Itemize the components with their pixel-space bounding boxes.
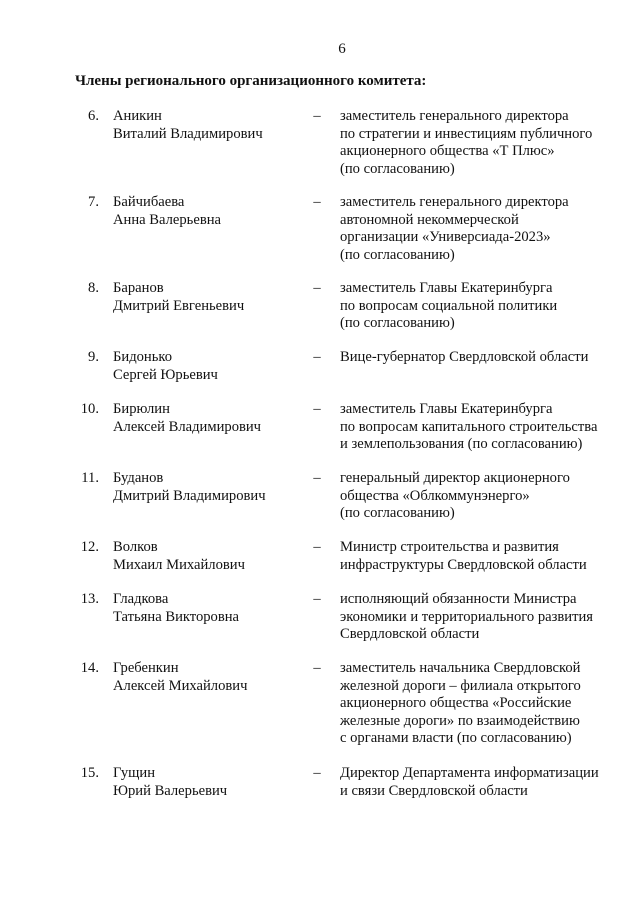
member-name [113, 280, 303, 315]
member-position [340, 401, 630, 454]
member-position-line: и землепользования (по согласованию) [340, 436, 583, 452]
member-name [113, 401, 303, 436]
member-position [340, 194, 630, 264]
member-surname: Аникин [113, 108, 162, 124]
member-surname: Баранов [113, 280, 164, 296]
member-position [340, 280, 630, 333]
member-number: 12. [80, 539, 99, 555]
member-given-names: Дмитрий Владимирович [113, 487, 266, 504]
member-dash: – [313, 470, 321, 486]
member-position [340, 591, 630, 644]
member-given-names: Татьяна Викторовна [113, 608, 240, 625]
member-position-line: акционерного общества «Т Плюс» [340, 143, 555, 159]
member-name [113, 765, 303, 800]
member-position [340, 349, 630, 367]
member-number: 8. [88, 280, 99, 296]
member-position-line: (по согласованию) [340, 160, 455, 177]
member-name [113, 591, 303, 626]
member-surname: Бирюлин [113, 401, 170, 417]
member-position-line: организации «Универсиада-2023» [340, 229, 551, 245]
member-dash: – [313, 591, 321, 607]
member-name [113, 660, 303, 695]
member-position-line: Вице-губернатор Свердловской области [340, 349, 589, 365]
member-name [113, 539, 303, 574]
member-name [113, 194, 303, 229]
member-dash: – [313, 349, 321, 365]
member-number: 10. [80, 401, 99, 417]
member-number: 15. [80, 765, 99, 781]
member-surname: Гущин [113, 765, 156, 781]
member-position-line: заместитель Главы Екатеринбурга [340, 401, 553, 417]
member-position-line: железные дороги» по взаимодействию [340, 712, 580, 729]
member-position-line: акционерного общества «Российские [340, 695, 572, 711]
member-number: 7. [88, 194, 99, 210]
member-given-names: Анна Валерьевна [113, 211, 221, 228]
member-dash: – [313, 660, 321, 676]
member-number: 14. [80, 660, 99, 676]
member-dash: – [313, 401, 321, 417]
member-surname: Буданов [113, 470, 164, 486]
member-surname: Байчибаева [113, 194, 185, 210]
member-given-names: Михаил Михайлович [113, 556, 245, 573]
member-number: 9. [88, 349, 99, 365]
member-dash: – [313, 539, 321, 555]
member-name [113, 349, 303, 384]
member-given-names: Алексей Владимирович [113, 418, 262, 435]
member-position-line: Директор Департамента информатизации [340, 765, 599, 781]
member-position-line: (по согласованию) [340, 246, 455, 263]
member-dash: – [313, 280, 321, 296]
member-surname: Волков [113, 539, 158, 555]
member-position-line: с органами власти (по согласованию) [340, 730, 572, 746]
member-position-line: по стратегии и инвестициям публичного [340, 125, 593, 142]
member-position-line: инфраструктуры Свердловской области [340, 556, 587, 573]
member-position-line: автономной некоммерческой [340, 211, 519, 228]
member-position [340, 108, 630, 178]
member-number: 13. [80, 591, 99, 607]
member-position [340, 539, 630, 574]
member-dash: – [313, 765, 321, 781]
member-given-names: Юрий Валерьевич [113, 782, 228, 799]
member-position [340, 660, 630, 748]
member-number: 6. [88, 108, 99, 124]
member-name [113, 108, 303, 143]
member-position-line: Свердловской области [340, 626, 480, 642]
member-surname: Гладкова [113, 591, 169, 607]
member-position-line: и связи Свердловской области [340, 782, 528, 799]
member-position-line: заместитель генерального директора [340, 108, 569, 124]
member-position-line: заместитель начальника Свердловской [340, 660, 581, 676]
member-surname: Гребенкин [113, 660, 179, 676]
member-position [340, 470, 630, 523]
member-given-names: Алексей Михайлович [113, 677, 248, 694]
member-dash: – [313, 194, 321, 210]
member-given-names: Виталий Владимирович [113, 125, 263, 142]
member-position-line: (по согласованию) [340, 505, 455, 521]
member-position-line: экономики и территориального развития [340, 608, 593, 625]
member-surname: Бидонько [113, 349, 173, 365]
member-number: 11. [81, 470, 99, 486]
member-position-line: заместитель Главы Екатеринбурга [340, 280, 553, 296]
page-number: 6 [338, 41, 346, 57]
member-name [113, 470, 303, 505]
member-position-line: заместитель генерального директора [340, 194, 569, 210]
section-title: Члены регионального организационного комитета: [75, 73, 427, 89]
member-position-line: генеральный директор акционерного [340, 470, 570, 486]
member-position-line: железной дороги – филиала открытого [340, 677, 581, 694]
member-position-line: Министр строительства и развития [340, 539, 559, 555]
member-position-line: (по согласованию) [340, 315, 455, 331]
member-given-names: Сергей Юрьевич [113, 366, 218, 383]
member-position-line: по вопросам социальной политики [340, 297, 558, 314]
member-position-line: по вопросам капитального строительства [340, 418, 598, 435]
member-position-line: исполняющий обязанности Министра [340, 591, 577, 607]
member-given-names: Дмитрий Евгеньевич [113, 297, 245, 314]
member-dash: – [313, 108, 321, 124]
member-position [340, 765, 630, 800]
member-position-line: общества «Облкоммунэнерго» [340, 487, 530, 504]
